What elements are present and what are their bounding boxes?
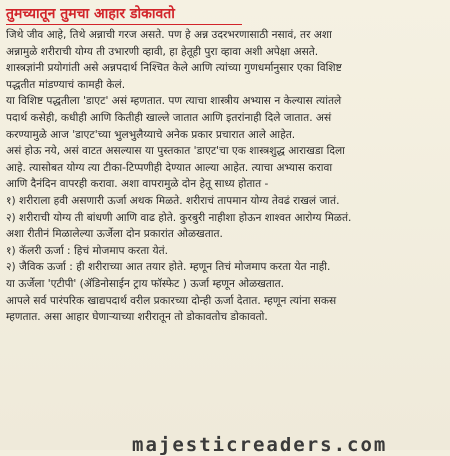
page-title: [6, 4, 444, 25]
title-underline: [6, 24, 242, 25]
text-line: १) शरीराला हवी असणारी ऊर्जा अथक मिळते. शरीराचं तापमान योग्य तेवढं राखलं जातं.: [6, 194, 340, 207]
page-title-text: तुमच्यातून तुमचा आहार डोकावतो: [6, 6, 175, 22]
text-line: या विशिष्ट पद्धतीला 'डाएट' असं म्हणतात. पण त्याचा शास्त्रीय अभ्यास न केल्यास त्यांतले: [6, 95, 342, 108]
text-line: म्हणतात. असा आहार घेणाऱ्याच्या शरीरातून तो डोकावतोच डोकावतो.: [6, 311, 268, 324]
text-line: अशा रीतीनं मिळालेल्या ऊर्जेला दोन प्रकारांत ओळखतात.: [6, 228, 223, 241]
page-content: [6, 4, 444, 326]
text-line: पद्धतीत मांडण्याचं कामही केलं.: [6, 78, 126, 91]
text-line: आणि दैनंदिन वापरही करावा. अशा वापरामुळे दोन हेतू साध्य होतात -: [6, 178, 269, 191]
text-line: या ऊर्जेला 'एटीपी' (ॲडिनोसाईन ट्राय फॉस्फेट ) ऊर्जा म्हणून ओळखतात.: [6, 277, 284, 290]
text-line: करण्यामुळे आज 'डाएट'च्या भुलभुलैय्याचे अनेक प्रकार प्रचारात आले आहेत.: [6, 128, 296, 141]
text-line: जिथे जीव आहे, तिथे अन्नाची गरज असते. पण हे अन्न उदरभरणासाठी नसावं, तर अशा: [6, 29, 332, 41]
text-line: आहे. त्यासोबत योग्य त्या टीका-टिप्पणीही देण्यात आल्या आहेत. त्याचा अभ्यास करावा: [6, 161, 333, 174]
text-line: असं होऊ नये, असं वाटत असल्यास या पुस्तकात 'डाएट'चा एक शास्त्रशुद्ध आराखडा दिला: [6, 145, 345, 158]
text-line: २) शरीराची योग्य ती बांधणी आणि वाढ होते. कुरबुरी नाहीशा होऊन शाश्वत आरोग्य मिळतं.: [6, 211, 352, 224]
text-line: पदार्थ कसेही, कधीही आणि कितीही खाल्ले जातात आणि इतरांनाही दिले जातात. असं: [6, 111, 332, 124]
text-line: अन्नामुळे शरीराची योग्य ती उभारणी व्हावी, हा हेतूही पुरा व्हावा अशी अपेक्षा असते.: [6, 45, 319, 58]
text-line: आपले सर्व पारंपरिक खाद्यपदार्थ वरील प्रकारच्या दोन्ही ऊर्जा देतात. म्हणून त्यांना सकस: [6, 294, 337, 307]
text-line: २) जैविक ऊर्जा : ही शरीराच्या आत तयार होते. म्हणून तिचं मोजमाप करता येत नाही.: [6, 261, 331, 274]
text-line: १) कॅलरी ऊर्जा : हिचं मोजमाप करता येतं.: [6, 244, 169, 257]
body-text: [6, 27, 444, 326]
website-watermark: majesticreaders.com: [132, 434, 388, 456]
text-line: शास्त्रज्ञांनी प्रयोगांती असे अन्नपदार्थ निश्चित केले आणि त्यांच्या गुणधर्मानुसार एका विशिष्ट: [6, 62, 342, 75]
